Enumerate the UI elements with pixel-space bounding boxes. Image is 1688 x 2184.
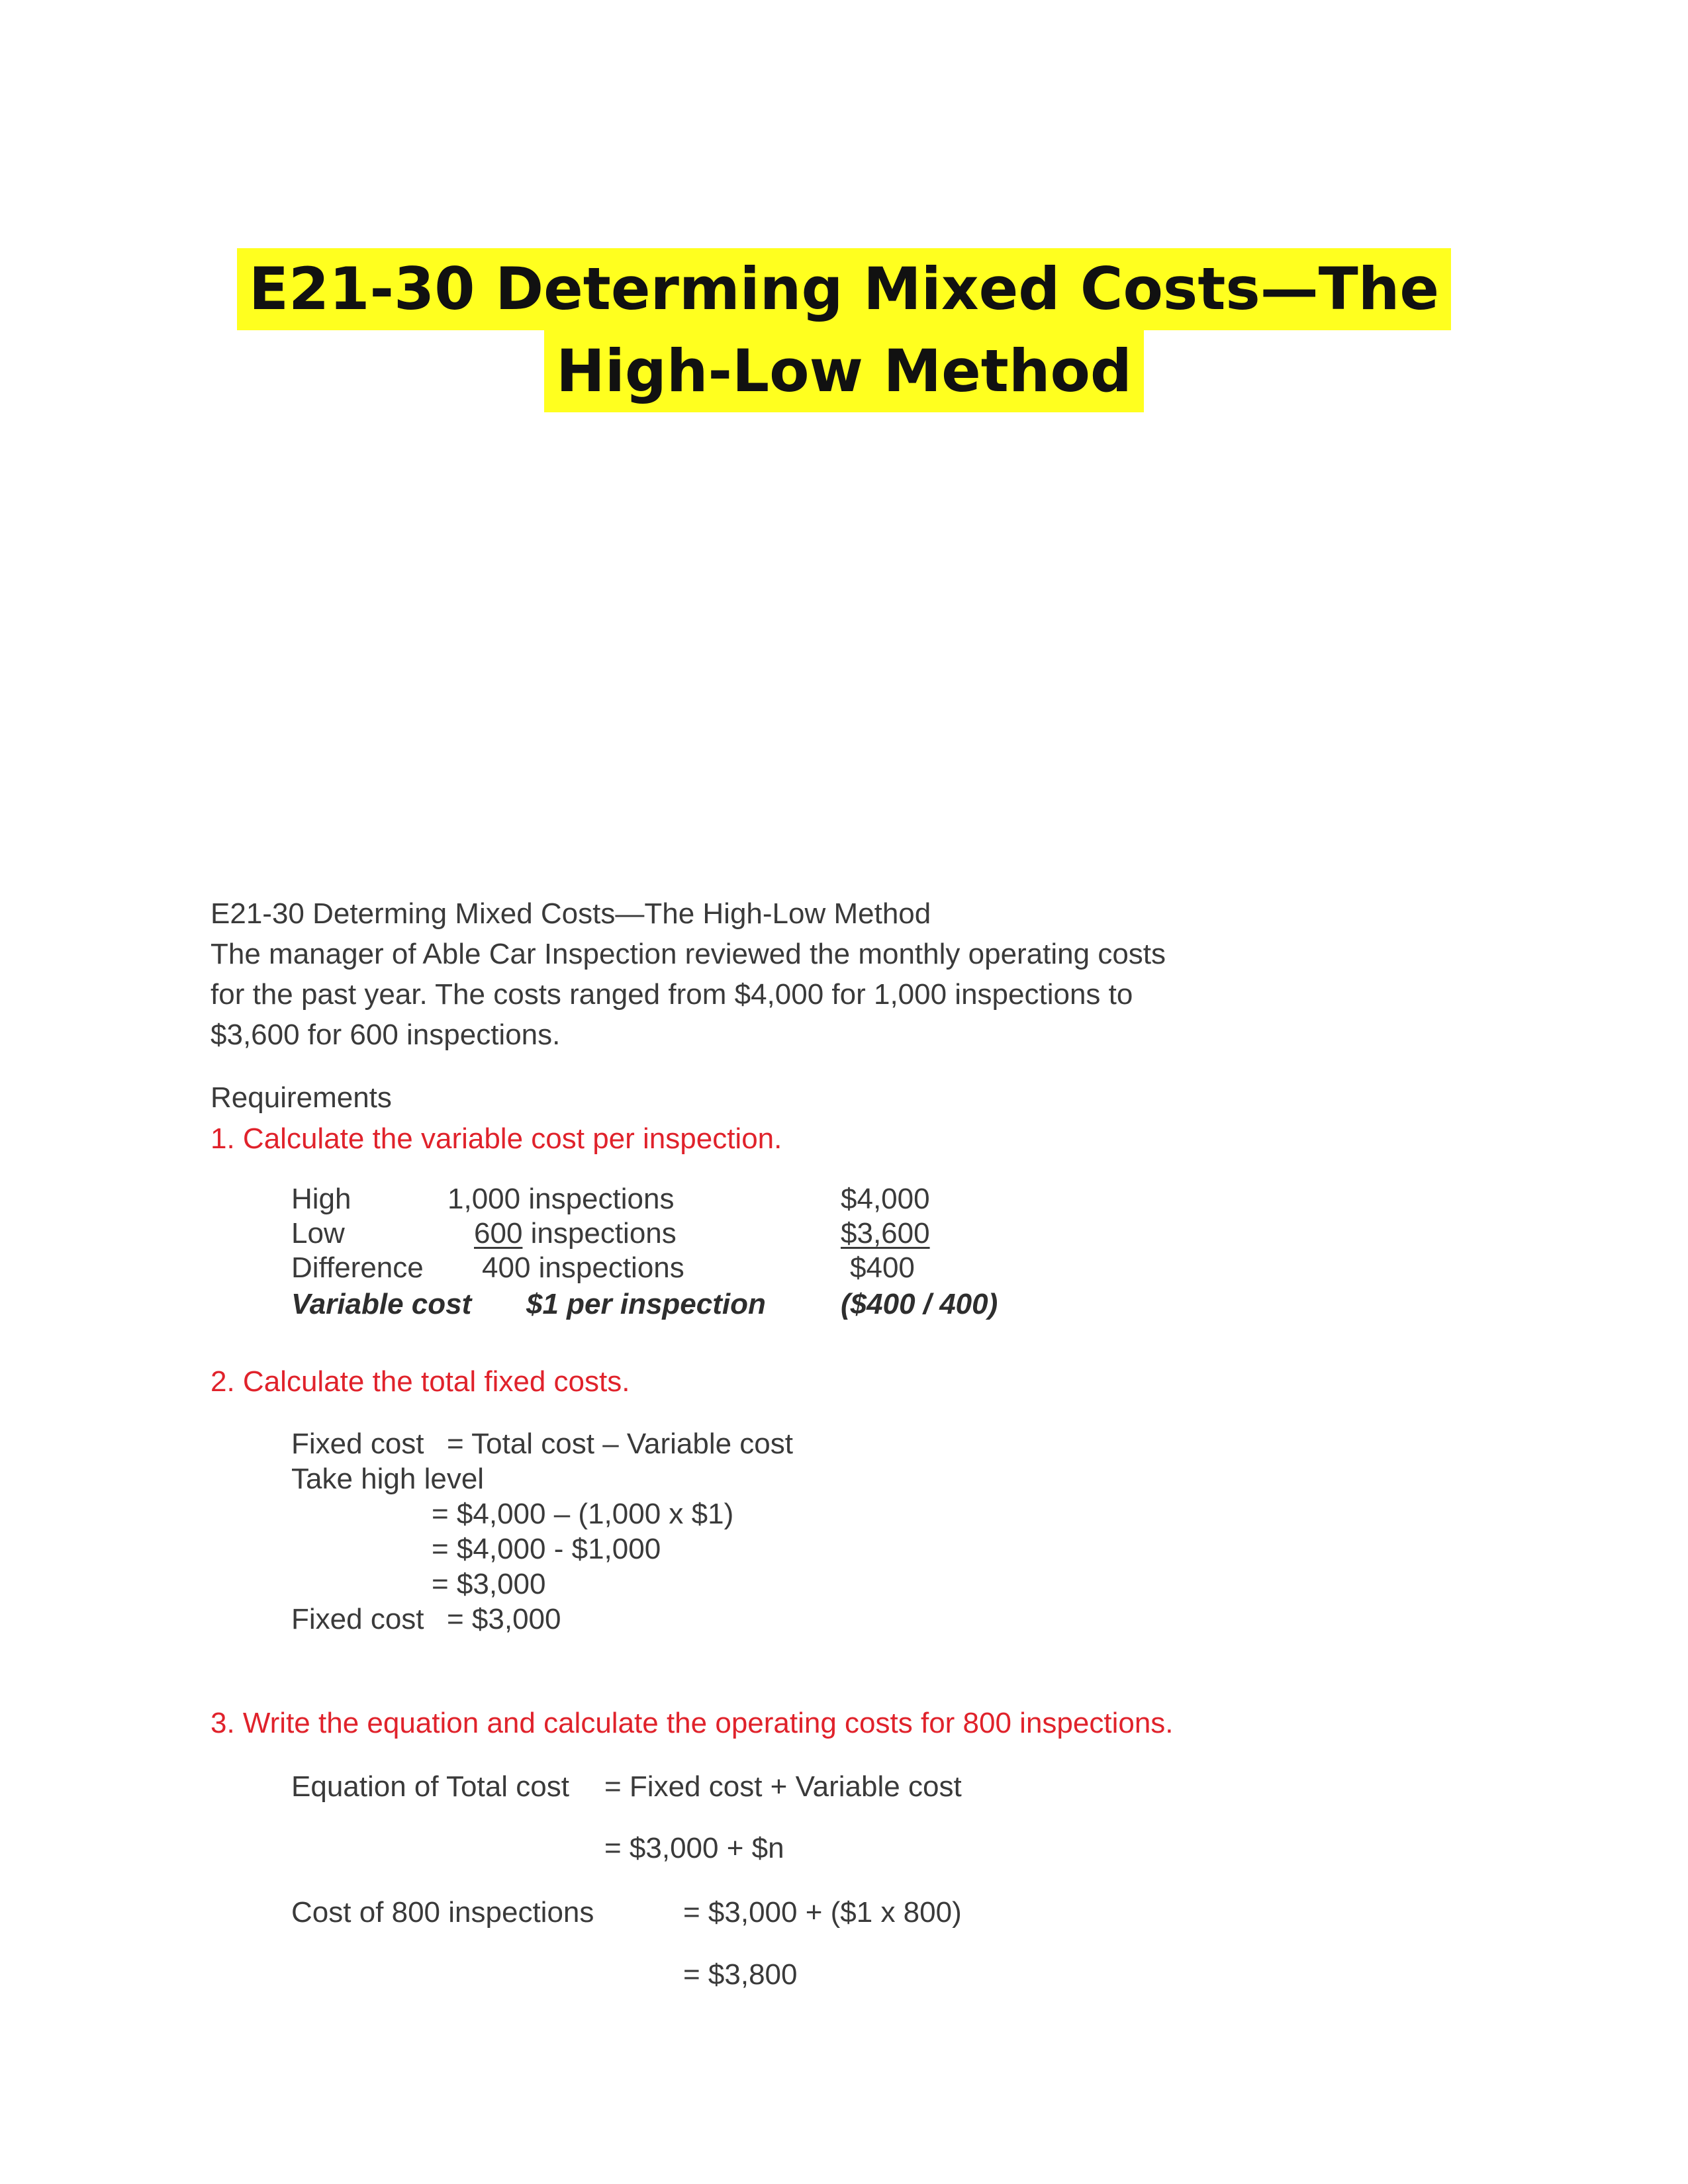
fixed-cost-result-label: Fixed cost	[291, 1603, 424, 1635]
requirement-3-heading: 3. Write the equation and calculate the operating costs for 800 inspections.	[211, 1707, 1174, 1739]
low-inspections	[474, 1216, 677, 1251]
fixed-cost-step-1: = $4,000 – (1,000 x $1)	[432, 1498, 734, 1530]
problem-heading: E21-30 Determing Mixed Costs—The High-Low Method	[211, 897, 931, 930]
high-inspections: 1,000 inspections	[447, 1183, 675, 1215]
low-inspections-word: inspections	[522, 1217, 677, 1250]
cost-800-label: Cost of 800 inspections	[291, 1896, 594, 1929]
total-cost-equation: = Fixed cost + Variable cost	[604, 1770, 962, 1803]
page-title-line-1: E21-30 Determing Mixed Costs—The	[237, 248, 1451, 330]
take-high-level: Take high level	[291, 1463, 485, 1495]
cost-800-step-1: = $3,000 + ($1 x 800)	[683, 1896, 962, 1929]
fixed-cost-equation: = Total cost – Variable cost	[447, 1428, 793, 1460]
low-label: Low	[291, 1217, 345, 1250]
difference-cost: $400	[850, 1251, 915, 1284]
problem-text-line-3: $3,600 for 600 inspections.	[211, 1019, 561, 1051]
fixed-cost-step-3: = $3,000	[432, 1568, 546, 1600]
variable-cost-value: $1 per inspection	[526, 1288, 766, 1320]
page-title-line-2: High-Low Method	[544, 330, 1144, 412]
high-label: High	[291, 1183, 352, 1215]
fixed-cost-result: = $3,000	[447, 1603, 561, 1635]
page-title	[0, 248, 1688, 412]
total-cost-equation-label: Equation of Total cost	[291, 1770, 569, 1803]
low-cost: $3,600	[841, 1217, 930, 1250]
high-cost: $4,000	[841, 1183, 930, 1215]
fixed-cost-equation-label: Fixed cost	[291, 1428, 424, 1460]
requirements-label: Requirements	[211, 1081, 392, 1114]
low-inspections-number: 600	[474, 1217, 523, 1250]
cost-800-result: = $3,800	[683, 1958, 798, 1991]
variable-cost-label: Variable cost	[291, 1288, 472, 1320]
fixed-cost-step-2: = $4,000 - $1,000	[432, 1533, 661, 1565]
requirement-1-heading: 1. Calculate the variable cost per inspection.	[211, 1122, 782, 1155]
difference-inspections: 400 inspections	[482, 1251, 684, 1284]
difference-label: Difference	[291, 1251, 424, 1284]
problem-text-line-1: The manager of Able Car Inspection reviewed the monthly operating costs	[211, 938, 1166, 970]
variable-cost-formula: ($400 / 400)	[841, 1288, 998, 1320]
problem-text-line-2: for the past year. The costs ranged from $4,000 for 1,000 inspections to	[211, 978, 1133, 1011]
total-cost-equation-line-2: = $3,000 + $n	[604, 1832, 784, 1864]
requirement-2-heading: 2. Calculate the total fixed costs.	[211, 1365, 630, 1398]
